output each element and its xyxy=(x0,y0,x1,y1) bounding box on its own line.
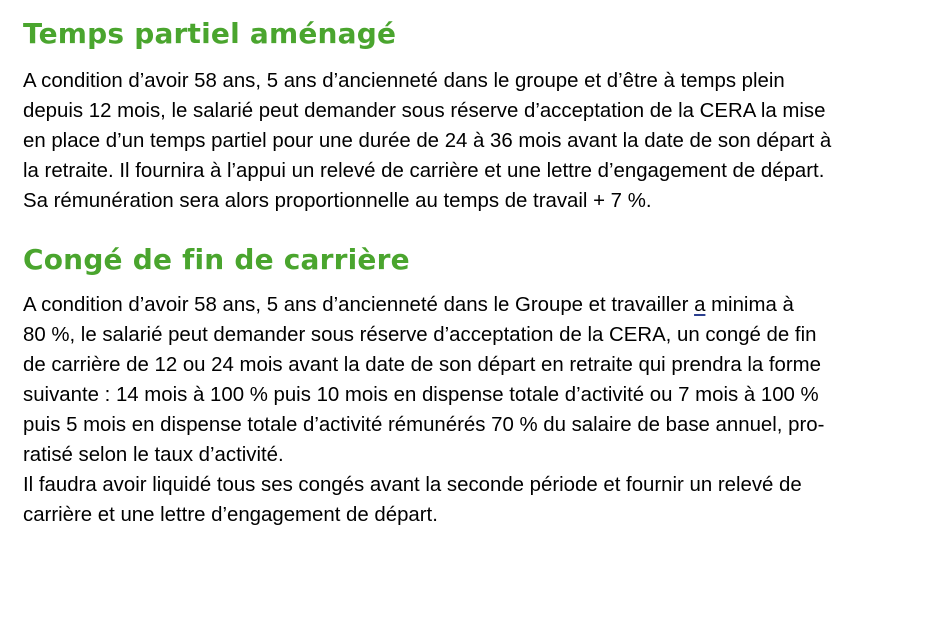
section-paragraph-conge-fin-carriere xyxy=(23,290,923,530)
paragraph-line: de carrière de 12 ou 24 mois avant la date de son départ en retraite qui prendra la forme xyxy=(23,354,821,376)
document-page xyxy=(23,14,923,530)
paragraph-text: A condition d’avoir 58 ans, 5 ans d’ancienneté dans le Groupe et travailler xyxy=(23,294,695,316)
paragraph-line: suivante : 14 mois à 100 % puis 10 mois en dispense totale d’activité ou 7 mois à 100 % xyxy=(23,384,819,406)
paragraph-line: ratisé selon le taux d’activité. xyxy=(23,444,284,466)
paragraph-line: depuis 12 mois, le salarié peut demander sous réserve d’acceptation de la CERA la mise xyxy=(23,100,826,122)
section-heading-temps-partiel: Temps partiel aménagé xyxy=(23,17,397,50)
section-heading-conge-fin-carriere: Congé de fin de carrière xyxy=(23,243,410,276)
paragraph-line: la retraite. Il fournira à l’appui un relevé de carrière et une lettre d’engagement de départ. xyxy=(23,160,825,182)
paragraph-line: 80 %, le salarié peut demander sous réserve d’acceptation de la CERA, un congé de fin xyxy=(23,324,817,346)
section-paragraph-temps-partiel xyxy=(23,66,923,216)
paragraph-line xyxy=(23,290,923,320)
paragraph-line: Sa rémunération sera alors proportionnelle au temps de travail + 7 %. xyxy=(23,190,652,212)
paragraph-line: A condition d’avoir 58 ans, 5 ans d’ancienneté dans le groupe et d’être à temps plein xyxy=(23,70,785,92)
underlined-word: a xyxy=(694,294,706,316)
paragraph-line: en place d’un temps partiel pour une durée de 24 à 36 mois avant la date de son départ à xyxy=(23,130,832,152)
paragraph-text: minima à xyxy=(705,294,794,316)
paragraph-line: carrière et une lettre d’engagement de départ. xyxy=(23,504,438,526)
paragraph-line: Il faudra avoir liquidé tous ses congés avant la seconde période et fournir un relevé de xyxy=(23,474,802,496)
paragraph-line: puis 5 mois en dispense totale d’activité rémunérés 70 % du salaire de base annuel, pro- xyxy=(23,414,825,436)
